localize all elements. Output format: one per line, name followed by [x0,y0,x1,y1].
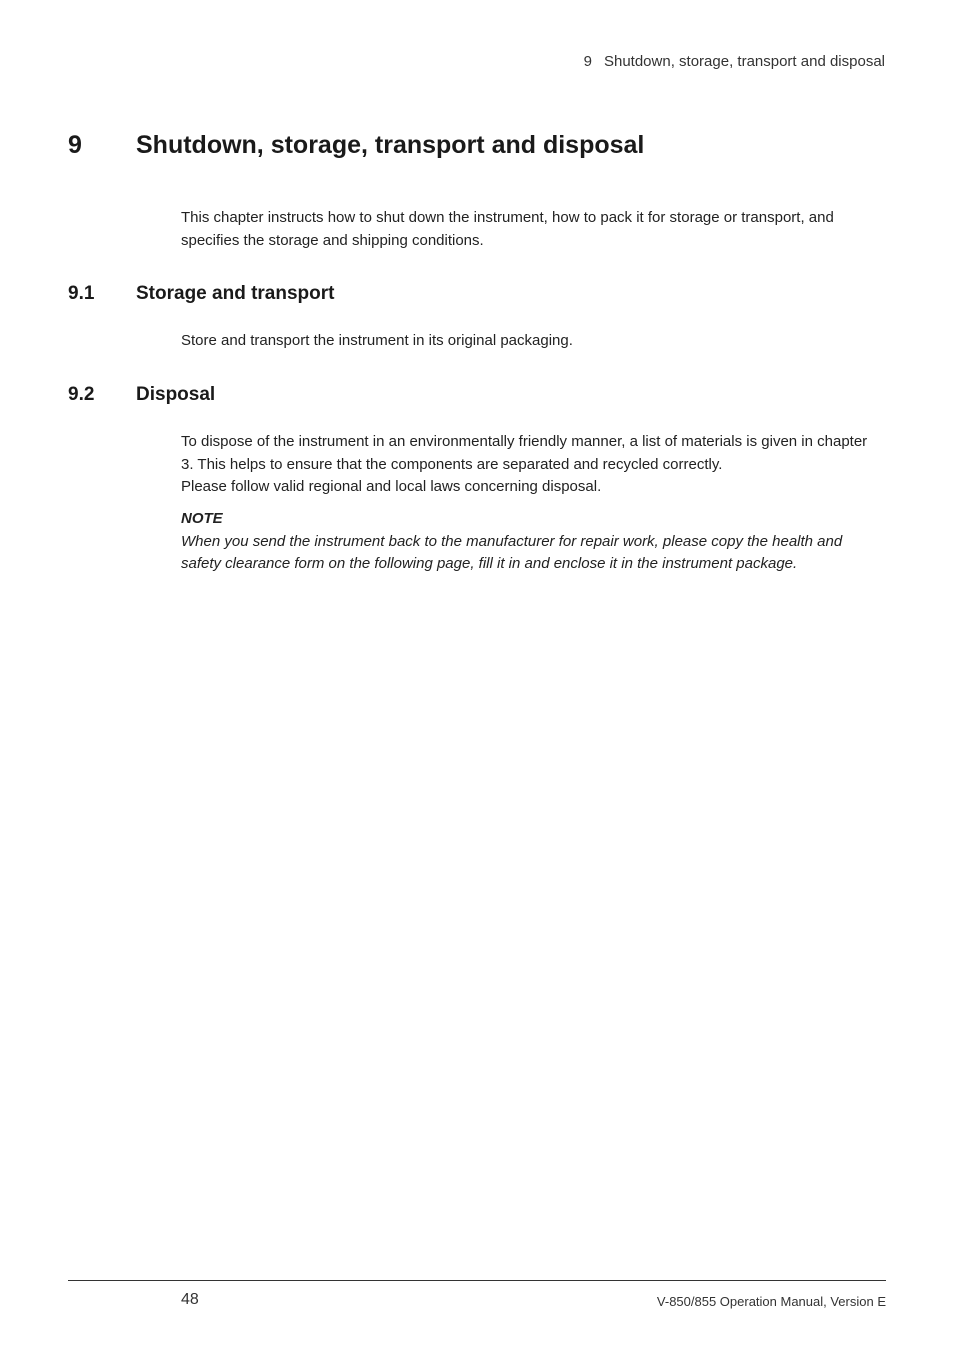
storage-transport-text [181,330,891,353]
section-title: Storage and transport [136,283,335,304]
running-header-chapter-number: 9 [583,53,592,70]
disposal-text [181,431,891,499]
note-line-2: safety clearance form on the following page, fill it in and enclose it in the instrument package. [181,555,798,572]
chapter-intro-line-2: specifies the storage and shipping conditions. [181,231,484,249]
storage-transport-paragraph: Store and transport the instrument in its original packaging. [181,332,573,349]
section-heading-disposal [68,384,215,406]
section-number: 9.1 [68,283,95,304]
note-block [181,508,891,576]
chapter-heading [68,131,644,160]
disposal-line-1: To dispose of the instrument in an environmentally friendly manner, a list of materials is given in chapter [181,433,868,450]
chapter-intro-line-1: This chapter instructs how to shut down the instrument, how to pack it for storage or transport, and [181,209,834,226]
section-number: 9.2 [68,384,95,405]
running-header-chapter-title: Shutdown, storage, transport and disposal [603,53,885,70]
chapter-intro [181,207,891,252]
running-header [584,53,885,70]
chapter-title: Shutdown, storage, transport and disposal [136,131,645,159]
disposal-line-3: Please follow valid regional and local laws concerning disposal. [181,478,602,495]
note-line-1: When you send the instrument back to the manufacturer for repair work, please copy the health and [181,532,843,550]
footer-document-title: V-850/855 Operation Manual, Version E [656,1294,886,1309]
footer-divider [68,1280,886,1281]
section-heading-storage-transport [68,283,334,305]
disposal-line-2: 3. This helps to ensure that the components are separated and recycled correctly. [181,455,723,473]
section-title: Disposal [136,384,216,405]
chapter-number: 9 [68,131,82,159]
page-number: 48 [181,1291,199,1308]
note-label: NOTE [181,510,223,527]
